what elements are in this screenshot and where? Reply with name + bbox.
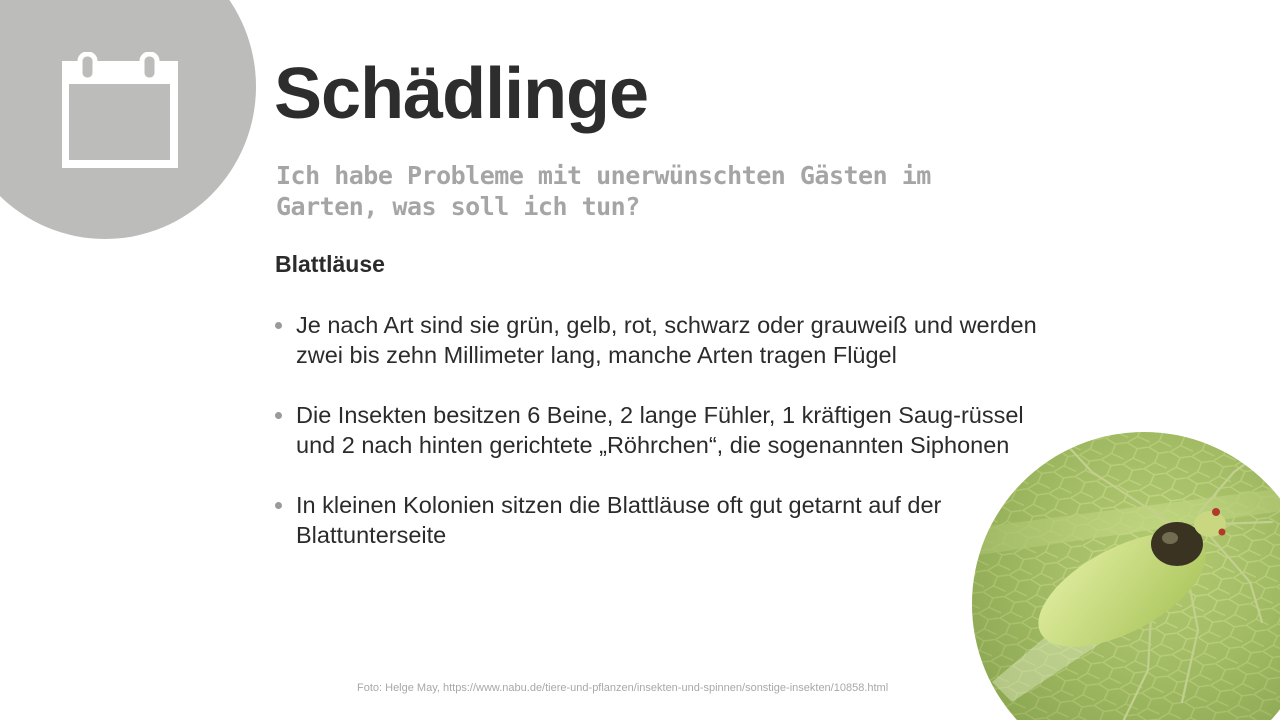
bullet-item	[274, 490, 1054, 550]
bullet-text: In kleinen Kolonien sitzen die Blattläuse oft gut getarnt auf der Blattunterseite	[296, 492, 942, 548]
bullet-item	[274, 400, 1054, 460]
bullet-text: Je nach Art sind sie grün, gelb, rot, schwarz oder grauweiß und werden zwei bis zehn Millimeter lang, manche Arten tragen Flügel	[296, 312, 1037, 368]
bullet-dot-icon	[275, 502, 282, 509]
bullet-item	[274, 310, 1054, 370]
bullet-text: Die Insekten besitzen 6 Beine, 2 lange Fühler, 1 kräftigen Saug-rüssel und 2 nach hinten gerichtete „Röhrchen“, die sogenannten Siphonen	[296, 402, 1024, 458]
section-heading: Blattläuse	[275, 251, 385, 277]
bullet-dot-icon	[275, 412, 282, 419]
calendar-icon	[62, 52, 178, 168]
bullet-list	[274, 310, 1054, 550]
photo-credit: Foto: Helge May, https://www.nabu.de/tiere-und-pflanzen/insekten-und-spinnen/sonstige-insekten/10858.html	[357, 682, 889, 694]
page-subtitle: Ich habe Probleme mit unerwünschten Gästen im Garten, was soll ich tun?	[276, 161, 931, 221]
page-title: Schädlinge	[274, 54, 649, 134]
bullet-dot-icon	[275, 322, 282, 329]
